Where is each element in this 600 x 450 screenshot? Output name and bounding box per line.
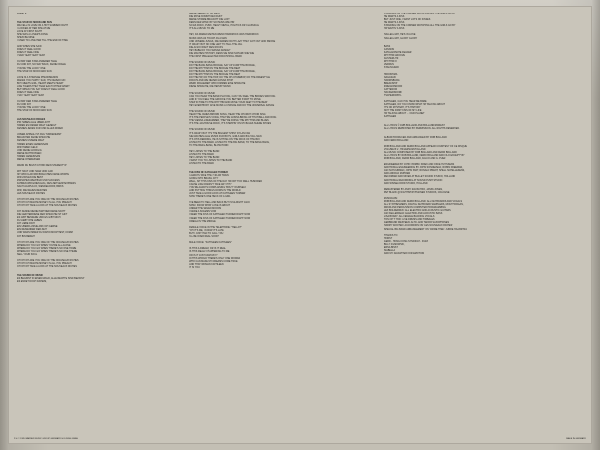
- lyric-line: WIR, DIE NEUEN REICHEN: [17, 189, 48, 192]
- lyric-line: LES NOUVEAUX RICHES: [17, 192, 45, 195]
- credit-line: HARRY WOOTEN: ACCORDION ON 'LES NOUVEAUX RICHES': [383, 225, 453, 228]
- lyric-line: SHE WAS A LOVER'S DOVE: [17, 33, 48, 36]
- credit-line: GERBRAND WESTEEN: ALTO- AND TENOR SAXOPHONES: [383, 222, 450, 225]
- lyric-line: I USED TO LOVE HER TILL THE END OF TIME: [17, 39, 68, 42]
- song-title: THE KISS OF KATHLEEN TURNER: [189, 171, 228, 174]
- lyric-line: ROCK'N AND WE NEVER GONNA STOP: [189, 80, 234, 83]
- credit-line: ALL MUSIC COMPOSED BY ROB BOLLAND AND FERDI BOLLAND: [383, 151, 457, 154]
- lyric-line: DOES IT FEEL FINE: [17, 92, 39, 95]
- lyric-line: DU LIEBT OHE LEBEN: [17, 220, 42, 223]
- lyric-line: MEINE SEELE IST SO REIN: [189, 13, 220, 15]
- lyric-line: DOES IT FEEL FINE: [17, 52, 39, 55]
- lyric-line: CAN YOU HEAR THE BAND PLAYING, CAN YOU FEEL THE BODIES SWAYING: [189, 95, 276, 98]
- credit-line: RHYTHM GROOVE: [383, 55, 405, 58]
- lyric-line: AND PUTTING THINGS DOWN IN THE WORLD: [189, 189, 241, 192]
- lyric-line: "OH IT'S ME, I KNOW IT'S LATE: [189, 229, 224, 232]
- credits-rights: [384, 125, 576, 131]
- lyric-line: EIN UBERFLUSSIE AMK ICH GERNE: [17, 226, 58, 229]
- lyric-line: HALLELUJAH, HE'S IN LOVE: [383, 34, 416, 37]
- lyric-line: THE SOUND OF MUSIK: [189, 111, 216, 114]
- lyric-line: THE VIENNA LIFEZAMMER, THEY'RE DOING THE RHYTHM AND BLUES: [189, 120, 269, 123]
- lyric-line: I SAID YEAH YEAH YEAH: [17, 55, 45, 58]
- lyric-line: HABEN ES DIESER WELT GEZEIGT: [17, 125, 57, 128]
- credit-line: TON OP 'T HOF: LIVE DRUMS AND TIMBALES: [383, 219, 435, 222]
- lyric-line: DO THE HIP, DO THE HOP, DO THE OH-OH-BEBOP, DO THE FREESTYLE: [189, 77, 270, 80]
- lyric-line: I WANT YOU TO LISTEN TO THE BAND: [189, 160, 233, 163]
- lyric-line: SELL YOUR SOUL: [17, 253, 38, 256]
- lyric-line: IT'S ALL MUSIC TO ME: [189, 28, 215, 31]
- song-les-nouveaux-riches: [17, 119, 181, 269]
- song-the-star-of-moon-and-sun: [17, 22, 181, 114]
- lyric-line: DIE ROSE KOMMT DEN DUFT: [189, 16, 223, 19]
- lyric-line: OH OH OH ARE YOU ONE OF THE NOUVEAUX RICHES: [17, 241, 79, 244]
- credit-line: RECORDED AND MIXED AT BULLET SOUND STUDIO, HOLLAND: [383, 176, 456, 179]
- side-label: SIDE 2: [17, 13, 27, 15]
- lyric-line: MAKES YOU HAPPY, SAD, IT'S NEVER FUN: [17, 79, 66, 82]
- lyric-line: UND DEINE GOODLIG: [17, 149, 42, 152]
- lyric-line: MEINE INTERESSEN: [17, 158, 41, 161]
- credit-line: HIROSHIMA: [383, 73, 398, 76]
- lyric-line: BUT WHEN YOU SAY DOES IT FEEL GOOD: [17, 89, 65, 91]
- credit-line: MUSICIANS:: [383, 198, 398, 201]
- lyric-line: I ALWAYS TAKE THE 7.30 AM TRAIN: [189, 174, 229, 177]
- lyric-line: WHO CAN MAKE MY DREAMS COME TRUE: [189, 260, 238, 263]
- credit-line: ALL SYNTHESIZERS, DIGITAL KEYBOARD SAMPLERS, MOUTHORGAN,: [383, 204, 464, 207]
- lyric-line: WELL, IST THIS KISS OF THE DAY I'M NOT TOO WELL HUMORED: [189, 180, 263, 183]
- lyric-line: WHERE DO YOU GO WHEN THERE'S NO ONE HOME: [17, 247, 77, 250]
- lyric-line: IT'S THE JAILHOUSE ROCK, IT'S STEPPIN' ON MY BLUES SUEDE SHOES: [189, 123, 272, 126]
- song-the-kiss-of-kathleen-turner: [189, 172, 376, 270]
- credit-line: ROB BOLLAND AND FERDI BOLLAND: ALL KEYBOARDS AND VOCALS: [383, 201, 463, 204]
- song-the-sound-of-music-cont: [189, 13, 376, 166]
- credit-line: AND FERDI BOLLAND: [383, 139, 409, 142]
- lyric-line: EIN REISENDER DER ZEIT: [17, 229, 47, 232]
- credits-column-3: [384, 13, 576, 435]
- credit-line: KATHLEEN, DO YOU KNOW WHAT I'M TALKING ABOUT: [383, 104, 446, 107]
- credit-line: BREAKSPIP: [383, 82, 398, 85]
- credit-line: AND WISSELOORD STUDIO, HOLLAND: [383, 182, 428, 185]
- lyric-line: IHR HABEN ALLE UBERLICHT: [17, 122, 51, 125]
- credit-line: BILLY FILMOWSKI,: [383, 243, 405, 246]
- credit-line: LISA BORAY: ALL FEMALE BACKING VOCALS: [383, 216, 435, 219]
- credit-line: BASS: [383, 46, 391, 49]
- sleeve-right-shadow: [592, 0, 600, 450]
- lyric-line: OH OH ICH MACHE MONEY IS ALL YOU PREACH: [17, 263, 72, 266]
- lyric-line: AND IF YOU FEEL THE GROOVE YOU BETTER START TO MOVE: [189, 98, 261, 101]
- lyric-line: I MADE A SOLEMN VOW: [189, 211, 217, 214]
- lyric-line: DIESE SPRACHE, DIE HEISST MUSIK: [189, 86, 231, 89]
- lyric-line: DO THE BANG BANG BOOGIE, SAY UP JUMP THE BOOGIE,: [189, 71, 256, 74]
- lyric-line: KENNEN JEDES FUR UND ALLES WIDER: [17, 128, 63, 131]
- credit-line: CANNON: [383, 49, 395, 52]
- lyric-line: NOW I KNOW WHAT LOVE IS ABOUT: [189, 205, 231, 208]
- lyric-line: HE WANTS A KISS: [383, 22, 405, 25]
- credit-line: GERD - HONG KONG SYNDIKAT - FUZZ: [383, 240, 428, 243]
- credit-line: HORST: [383, 237, 393, 240]
- lyric-line: I'VE BEEN TO HELL AND BACK BUT I'M ALRIGHT JACK: [189, 202, 250, 205]
- lyric-line: YOU'RE ALWAYS COMPLAINING 'BOUT YOURSELF: [189, 186, 247, 189]
- lyric-line: YOU'RE THE LUCKY ONE: [17, 67, 46, 70]
- credits-musicians: [384, 46, 576, 119]
- credit-line: ERNA BINST: [383, 246, 398, 249]
- credit-line: ZWEIGNISDORF: [383, 85, 403, 88]
- lyric-line: I NEED THE KISS OF KATHLEEN TURNER RIGHT NOW: [189, 214, 251, 217]
- lyric-line: UND WANN IMMER DU DAHIN MOCHTEST, KOMM: [17, 232, 73, 235]
- lyric-line: DIE ALSO FRIGIT DEN ROCKS: [189, 46, 223, 49]
- credit-line: REMASTERED BY ANDY RAUSCHKO, JASPA JONES,: [383, 188, 443, 191]
- credit-line: JAN SCHUURMAN, JOHN SMIT, RONALD PRENT, SHELL SCHELLEKENS,: [383, 170, 465, 173]
- credit-line: ALBUM PRODUCED AND ARRANGED BY ROB BOLLAND: [383, 136, 447, 139]
- lyrics-column-1: [17, 13, 181, 435]
- credit-line: AUSTERLITZ: [383, 58, 399, 61]
- lyric-line: FAHREN WIR EINEN EUG, DEN ZEITGEISTEXPRESS: [17, 183, 76, 186]
- credit-line: ALL LYRICS © 1985 BOLLAND AND BOLLAND/MCREST: [383, 124, 445, 127]
- lyric-line: OH OH OH TAKE A LOOK AT THE NOUVEAUX RICHES: [17, 266, 77, 269]
- lyric-line: BUT I JUST HAD TO CALL YOU: [189, 232, 224, 235]
- lyric-line: AND WHEN SHE SAID: [17, 46, 42, 49]
- song-title: LES NOUVEAUX RICHES: [17, 119, 46, 122]
- lyric-line: HABEN GEMEINSAM: [17, 155, 41, 158]
- lyric-line: LISTEN TO THE BAND: [189, 154, 214, 156]
- lyric-line: TO THE BANG-BANG, BLOW HORN: [189, 144, 229, 147]
- copyright-text: ℗ & © 1985 WARNER MUSIC GROUP GERMANY HOLDING GMBH: [14, 438, 78, 441]
- credit-line: KATHLEEN: [383, 116, 397, 119]
- lyric-line: THE SOUND OF MUSIK: [189, 92, 216, 95]
- lyric-line: BUT JUST ONE, I WANT LOTS OF KISSES: [383, 19, 431, 22]
- lyric-line: HEY LISTEN TO THE BAND: [189, 150, 220, 153]
- credit-line: VERDUN: [383, 64, 394, 67]
- lyric-line: THE SOUND OF MUSIK: [189, 129, 216, 132]
- credits-production: [384, 137, 576, 257]
- lyric-line: LOVE AT FIRST SIGHT: [17, 30, 42, 33]
- lyric-line: WIR ZAHLEN DIE BEST: [17, 177, 43, 180]
- lyric-line: BRAUCHEN KEINE SPRACHE: [17, 137, 51, 140]
- lyric-line: MEINE STIMME BRAUCHT DIE LUFT: [189, 19, 230, 22]
- lyric-line: DU UND ICH: [17, 104, 31, 107]
- credit-line: STALINGRAD: [383, 67, 399, 70]
- lyric-line: OMEGA IN THE MIDDLE: [189, 220, 216, 223]
- lyric-line: ICH KENNE MEINE PARTNER DEINE NICHT: [17, 211, 66, 214]
- credit-line: ADDITIONAL RECORDING AT SOUND PUSH STUDIO: [383, 179, 443, 182]
- lyric-line: I LOOKED AT HER SHE AT ME: [17, 27, 51, 30]
- credit-line: JAN KELLERFELD: ELECTRIC AND ACOUSTIC BASS: [383, 213, 443, 216]
- lyric-line: DOES IT FEEL GOOD: [17, 49, 41, 52]
- lyric-line: IN THIS WORLD THERE'S ONLY ONE WOMAN: [189, 257, 241, 260]
- side-marker: [17, 13, 181, 16]
- credit-line: LEX BOLDERDIJK: ALL ELECTRIC AND ACOUSTIC GUITARS: [383, 210, 451, 213]
- lyric-line: I NEED THE KISS OF KATHLEEN TURNER RIGHT NOW: [189, 217, 251, 220]
- credit-line: TSCHERNOBYL: [383, 94, 402, 97]
- lyric-line: IS THIS REALLY HAPPENING TO ME: [189, 251, 230, 254]
- lyric-line: FEMALE VOICE IN THE TELEPHONE: "HELLO?": [189, 226, 242, 229]
- lyric-line: WIT HAUT UND HAAR UND CAR: [17, 171, 53, 174]
- credit-line: HARRISBURG: [383, 79, 400, 82]
- lyric-line: OH OH OH TAKE A LOOK AT THE NOUVEAUX RICHES: [17, 204, 77, 207]
- lyric-line: ICH BIN BEREIT: [17, 235, 35, 238]
- lyric-line: IT CRAZY BUT NO ONE LEFT TO TELL THE JAIL: [189, 43, 243, 46]
- lyric-line: IS THIS A DREAM, OR IS IT REAL: [189, 248, 226, 251]
- sleeve-footer: [14, 438, 586, 441]
- lyric-line: I'LL BE OVER REAL SOON": [189, 235, 220, 238]
- lyric-line: THE STAR OF MOON AND SUN: [17, 110, 52, 113]
- credit-line: VOLUME B.V., HILVERSUM-HOLLAND: [383, 148, 426, 151]
- lyric-line: OH OH OH ARE YOU ONE OF THE NOUVEAUX RICHES: [17, 260, 79, 263]
- credit-line: ALL LYRICS REPRINTED BY PERMISSION. ALL RIGHTS RESERVED.: [383, 128, 460, 131]
- lyric-line: ES ENDET DOCH DAHEIM,: [17, 280, 47, 283]
- lyric-line: IT'S THE PEOPLE'S VOICE, THEY'RE GONNA BRING UP THAT BELL AND RING: [189, 117, 277, 120]
- lyric-line: DIE MACHEN HISTORY, DENN SIE SIND SCHARF WIE WIE: [189, 52, 255, 55]
- lyric-line: WENN DU BIGST ICH BIN DEIN STEREOTYP: [17, 165, 67, 167]
- lyric-line: SHE'D BE MINE: [17, 36, 35, 39]
- song-title: THE SOUND OF MUSIC: [17, 274, 44, 277]
- lyric-line: HEY LISTEN TO THE BAND: [189, 157, 220, 160]
- lyric-line: DENN DER WIND IST SO HEISS WIE IHR: [189, 22, 235, 25]
- lyric-line: DIE GEINTERDIENE DER SPRACHE IST GIFT: [17, 214, 68, 217]
- sleeve-left-shadow: [0, 0, 8, 450]
- credit-line: I'M TALKING ABOUT ... OUR PLANET: [383, 113, 425, 116]
- lyric-line: JUST TAKE A GOOD LOOK AT KATHLEEN TURNER: [189, 193, 246, 196]
- lyric-line: STANDING ON THE CORNER WATCHING ALL THE GIRLS GO BY: [383, 13, 456, 15]
- credit-line: DRUM AND PERCUSSION COMPUTER PROGRAMMING: [383, 207, 446, 210]
- credit-line: NAGASAKI: [383, 76, 396, 79]
- credit-line: CATTENOM: [383, 88, 397, 91]
- lyric-line: LISTEN TO THE BAND: [189, 163, 214, 166]
- credit-line: AND MY DAUGHTER FOR EMOTION: [383, 253, 425, 256]
- lyric-line: OU BAT DER STAR ANDERER TAGE: [17, 61, 57, 64]
- lyric-line: DO THE RHYTHM ON THE BOOGIE THE BEAT: [189, 74, 241, 77]
- lyric-line: MALE VOICE: "KATHLEEN KATHLEEN": [189, 242, 232, 245]
- lyric-line: MUSIK WAS AS TOUCH AS A MAN: [189, 37, 227, 40]
- credit-line: SPECIAL BIG BAND ARRANGEMENT ON 'CRIME TIME': JURRE HAANSTRA: [383, 228, 467, 231]
- lyric-line: YOU'RE THE LUCKY ONE: [17, 107, 46, 110]
- lyric-line: LISTEN TO THE BAND, LISTEN TO THE BIG BAND, TO THE BANG BANG,: [189, 141, 270, 144]
- lyric-line: HEAR THE JAMES BROWN SONG, HEAR THE CHURCH CHOIR SING: [189, 114, 266, 117]
- lyric-line: STANDING ON THE CORNER WATCHING ALL THE GIRLS GO BY: [383, 25, 456, 28]
- lyric-line: WERK FRAGEMEIT WIR KOMMEN EINE SPRACHE: [189, 83, 246, 86]
- lyric-line: I SAY YEAH YEAH YEAH: [17, 95, 44, 98]
- lyric-line: GOING INTO BRASIL CITY: [189, 177, 219, 180]
- credit-line: PET BLANK @ NIGHTSHIFT/HANSEN STUDIOS, COLOGNE: [383, 191, 450, 194]
- lyric-line: DU UND ICH, NO WAY BACK, KEINE FRAGE: [17, 64, 66, 67]
- credit-line: ROB BOLLAND AND FERDI BOLLAND APPEAR COURTESY OF CE DISQUE: [383, 145, 467, 148]
- lyric-line: UNSER APPEAL IST ANG TURDENEDST: [17, 134, 62, 137]
- lyric-line: I'M WAITIN' A KISS: [383, 28, 405, 31]
- lyric-line: ES BEGINNT IN EINEM WALD, ALLE RECHTE SIND BEZAHLT: [17, 277, 85, 280]
- lyric-line: ICH LIEBE DICH: [17, 223, 35, 226]
- lyric-line: THE FIRST PRE-ELECTED ROCK'N'ROLL BAND: [189, 55, 242, 58]
- sleeve-content: [8, 6, 592, 444]
- lyric-line: IT IS YOU: [189, 266, 200, 269]
- lyric-line: MEINE MATTROSSEN: [17, 152, 42, 155]
- lyric-line: WIR HABEN GELD: [17, 146, 38, 149]
- credit-line: ROB BOLLAND, FERDI BOLLAND, FALCO AND G. PUEZ: [383, 158, 446, 161]
- lyric-line: DO THE BANG BANG BOOGIE, SAY UP JUMP THE BOOGIE,: [189, 65, 256, 68]
- credit-line: IT'S NO MYSTERY, IT'S HISTORY: [383, 107, 421, 110]
- lyric-line: HEY EVERYBODY GIVE MUSIK A CHANCE AND DO THE UNIVERSAL DANCE: [189, 104, 275, 107]
- credit-line: ENGINEERED BY JOHN 'ZORBA' KRIEK AND OKKE HUYSSENS: [383, 164, 455, 167]
- song-the-sound-of-music: [17, 275, 181, 284]
- lyric-line: SIE MACHEN ALLE MUSIK FUR BOYS, GIRLS AND BIG TALL MAN: [189, 135, 262, 138]
- lyric-line: HEY BABE DO YOU WANNA DANCE?: [189, 49, 231, 52]
- lyric-line: BOY MEETS GIRL, HEART MEETS HEART: [17, 82, 64, 85]
- credit-line: ADDITIONAL ENGINEERING BY JOHN SONNEVELD, ROBIN FREEMAN,: [383, 167, 463, 170]
- credit-line: ISABELLA: [383, 250, 396, 252]
- lyrics-column-2: [189, 13, 376, 435]
- lyric-line: ZWISCHEN WELTBILD UND SUCCESS: [17, 180, 60, 183]
- lyric-line: THE STAR OF MOON AND SUN: [17, 70, 52, 73]
- lyric-line: OU BAT DER STAR ANDERER TAGE: [17, 101, 57, 104]
- lyric-line: UND UNSERE JUNGS, DIE WAREN NICHT LAZY THEY GOT OUT AND SMOKE: [189, 40, 276, 43]
- lyric-line: HABEN EINEN GEMEINSAM: [17, 143, 49, 146]
- lyric-line: OH OH OH ARE YOU ONE OF THE NOUVEAUX RICHES: [17, 198, 79, 201]
- credit-line: HACKERSDORF: [383, 91, 402, 94]
- lyric-line: IT'S CRAZY BUT IT'S THE BIGGEST SHINY DYLAN FAN: [189, 132, 251, 135]
- lyric-line: DO THE RHYTHM ON THE BOOGIE THE BEAT: [189, 68, 241, 71]
- lyric-line: ES GIBT BESSERE UND ES GIBT MICH: [17, 217, 61, 220]
- lyric-line: NACH ACAPULCO, WENDELDORF, BIRKS: [17, 186, 64, 189]
- credit-line: RHYTHM IX: [383, 61, 397, 64]
- lyric-line: AND THAT WOMAN KATHLEEN: [189, 263, 224, 266]
- credit-line: ALL LYRICS BY ROB BOLLAND, FERDI BOLLAND AND FILO EXCEPT* BY: [383, 154, 465, 157]
- lyric-line: IST WIR KLAR WIR BRAUCHEN KEINE WORTE: [17, 174, 70, 177]
- lyric-line: CAUSE LIFE DOESN'T TAKE ANY PITY: [189, 183, 232, 186]
- lyric-line: OR IS IT JUST FANTASY?: [189, 254, 218, 257]
- lyric-line: KENNEN UNSERE WELT: [17, 140, 45, 143]
- lyric-line: THE SOUND OF MUSIC: [189, 62, 216, 65]
- lyric-line: WE FELL IN LOVE ON A HOT SUMMER NIGHT: [17, 24, 68, 27]
- lyric-line: LIKE TIGERS THEY TEAR EACH OTHER APART: [17, 85, 70, 88]
- lyric-line: UNDER THE SEVEN MOONS: [189, 208, 222, 211]
- credit-line: AND ARNOLD MUHREN: [383, 173, 411, 176]
- song-title: THE STAR OF MOON AND SUN: [17, 21, 52, 24]
- lyric-line: HE WANTS A KISS: [383, 16, 405, 19]
- song-standing-on-the-corner: [384, 13, 576, 41]
- lyric-line: WHERE DO YOU GO WHEN THERE'S NO ONE THERE: [17, 250, 78, 253]
- lyric-line: WHERE DO YOU GO WHEN YOU'RE ALL ALONE: [17, 244, 71, 247]
- lyric-line: IT'S OTIS REDDING, HE IS SITTING ON THE DOCK OF THE BAY: [189, 138, 261, 141]
- lyric-line: NOW THERE'S ONE HECK OF A GIRL: [189, 196, 231, 199]
- manufacture-text: MADE IN GERMANY: [566, 438, 586, 441]
- credit-line: KATALANISCHE FELDER: [383, 52, 412, 55]
- lyric-line: HEY, DA WAREN ZEITEN WENN HARDROCK WAS HARDROCK: [189, 34, 259, 37]
- lyric-line: OH OH ICH MACHE MONEY IS ALL YOU PREACH: [17, 201, 72, 204]
- credit-line: KATHLEEN, CAN YOU HEAR ME BABE: [383, 101, 427, 104]
- lyric-line: STEP IN TIME TO THE RHYTHM AND MOVE YOUR FEET TO THE BEAT: [189, 101, 268, 104]
- lyric-line: HALLELUJAH, GLORY GLORY: [383, 37, 418, 40]
- lyric-line: SO ES ROCK, PUNK, HEAVY METAL, POLITICS OR CLASSICAL: [189, 25, 260, 28]
- credit-line: NOT THE FIRST KISS OF MY LIFE: [383, 110, 422, 113]
- credit-line: THANKS TO:: [383, 234, 398, 237]
- lyric-line: LOVE IS A STRANGE PHENOMENON: [17, 76, 59, 79]
